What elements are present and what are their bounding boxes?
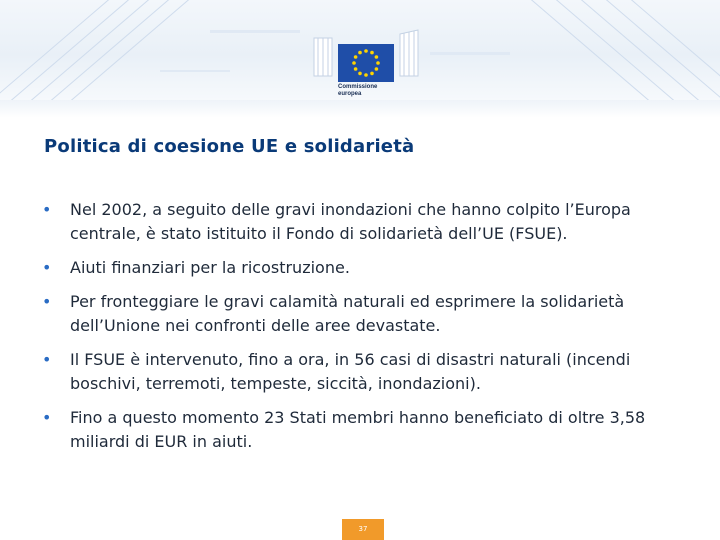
bullet-dot-icon: •	[42, 258, 52, 277]
bullet-text: Il FSUE è intervenuto, fino a ora, in 56 casi di disastri naturali (incendi boschivi, terremoti, tempeste, siccità, inondazioni).	[70, 350, 631, 393]
slide-title: Politica di coesione UE e solidarietà	[44, 136, 415, 157]
commission-logo	[312, 14, 422, 114]
eu-flag-icon	[338, 44, 394, 82]
bullet-dot-icon: •	[42, 350, 52, 369]
bullet-dot-icon: •	[42, 200, 52, 219]
bullet-item	[42, 406, 682, 454]
bullet-item	[42, 348, 682, 396]
bullet-item	[42, 256, 682, 280]
bullet-text: Aiuti finanziari per la ricostruzione.	[70, 258, 350, 277]
bullet-text: Nel 2002, a seguito delle gravi inondazioni che hanno colpito l’Europa centrale, è stato istituito il Fondo di solidarietà dell’UE (FSUE).	[70, 200, 631, 243]
bullet-list	[42, 198, 682, 464]
org-name-line2: europea	[338, 91, 362, 97]
page-number-badge	[342, 519, 384, 540]
bullet-text: Fino a questo momento 23 Stati membri hanno beneficiato di oltre 3,58 miliardi di EUR in aiuti.	[70, 408, 646, 451]
bullet-item	[42, 290, 682, 338]
bullet-item	[42, 198, 682, 246]
bullet-dot-icon: •	[42, 292, 52, 311]
bullet-dot-icon: •	[42, 408, 52, 427]
org-name	[338, 84, 377, 98]
bullet-text: Per fronteggiare le gravi calamità naturali ed esprimere la solidarietà dell’Unione nei confronti delle aree devastate.	[70, 292, 625, 335]
org-name-line1: Commissione	[338, 84, 378, 90]
page-number: 37	[358, 525, 368, 533]
